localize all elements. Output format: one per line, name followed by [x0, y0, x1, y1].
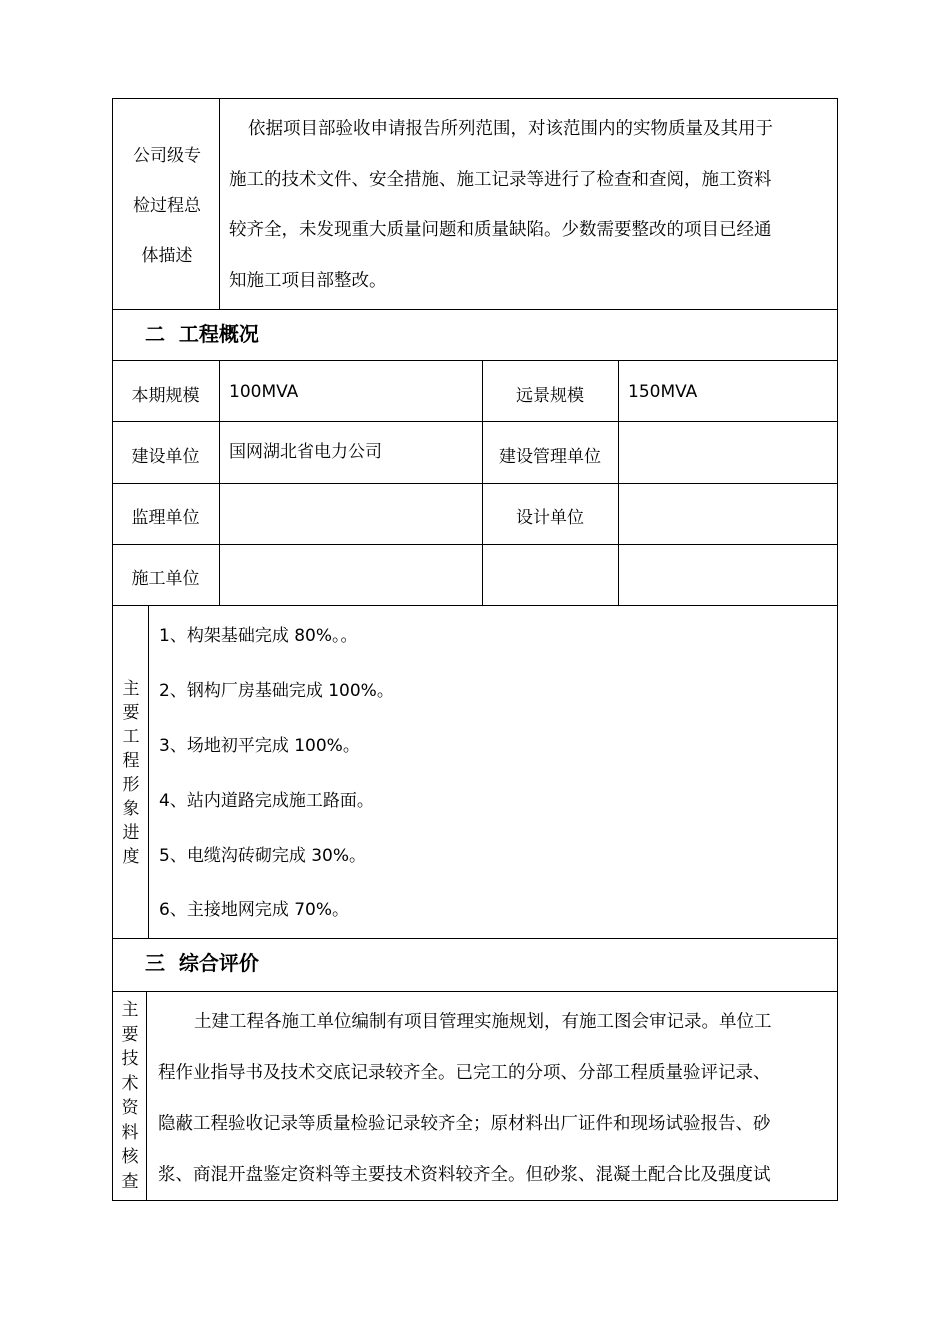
label-design-unit: 设计单位 — [516, 508, 584, 528]
desc-line: 依据项目部验收申请报告所列范围，对该范围内的实物质量及其用于 — [248, 119, 773, 139]
label-construction-management-unit: 建设管理单位 — [499, 447, 601, 467]
process-description-text — [229, 104, 773, 306]
row-divider — [112, 360, 838, 361]
row-divider — [112, 421, 838, 422]
progress-item: 1、构架基础完成 80%。。 — [159, 626, 358, 646]
tech-line: 浆、商混开盘鉴定资料等主要技术资料较齐全。但砂浆、混凝土配合比及强度试 — [158, 1165, 771, 1185]
desc-line: 施工的技术文件、安全措施、施工记录等进行了检查和查阅，施工资料 — [229, 169, 772, 190]
label-construction-unit: 建设单位 — [131, 447, 200, 467]
col-divider — [148, 605, 149, 938]
progress-item: 2、钢构厂房基础完成 100%。 — [159, 681, 394, 701]
tech-line: 隐蔽工程验收记录等质量检验记录较齐全；原材料出厂证件和现场试验报告、砂 — [158, 1114, 771, 1134]
value-future-scale: 150MVA — [628, 382, 698, 402]
progress-item: 6、主接地网完成 70%。 — [159, 900, 350, 920]
col-divider — [219, 360, 220, 605]
progress-item: 4、站内道路完成施工路面。 — [159, 791, 374, 811]
label-line: 体描述 — [141, 246, 193, 266]
progress-label: 主要工程形象进度 — [122, 679, 140, 867]
section-title-overview: 二 工程概况 — [145, 322, 259, 346]
label-supervision-unit: 监理单位 — [131, 508, 200, 528]
row-divider — [112, 938, 838, 939]
label-line: 检过程总 — [133, 196, 201, 216]
row-divider — [112, 605, 838, 606]
tech-line: 土建工程各施工单位编制有项目管理实施规划，有施工图会审记录。单位工 — [194, 1012, 772, 1032]
value-construction-unit: 国网湖北省电力公司 — [229, 442, 382, 462]
col-divider — [618, 360, 619, 605]
label-line: 公司级专 — [133, 146, 201, 166]
row-divider — [112, 991, 838, 992]
row-divider — [112, 309, 838, 310]
label-future-scale: 远景规模 — [516, 386, 584, 406]
label-contractor-unit: 施工单位 — [131, 569, 200, 589]
row-divider — [112, 483, 838, 484]
tech-docs-text — [158, 997, 772, 1201]
tech-docs-label: 主要技术资料核查 — [121, 1000, 139, 1192]
section-title-evaluation: 三 综合评价 — [145, 951, 259, 975]
desc-line: 知施工项目部整改。 — [229, 270, 387, 291]
row-divider — [112, 544, 838, 545]
progress-item: 5、电缆沟砖砌完成 30%。 — [159, 846, 367, 866]
process-description-label — [107, 131, 227, 281]
desc-line: 较齐全，未发现重大质量问题和质量缺陷。少数需要整改的项目已经通 — [229, 220, 772, 240]
value-current-scale: 100MVA — [229, 382, 299, 402]
label-current-scale: 本期规模 — [131, 386, 200, 406]
tech-line: 程作业指导书及技术交底记录较齐全。已完工的分项、分部工程质量验评记录、 — [158, 1063, 771, 1083]
col-divider — [146, 991, 147, 1201]
progress-item: 3、场地初平完成 100%。 — [159, 736, 360, 756]
